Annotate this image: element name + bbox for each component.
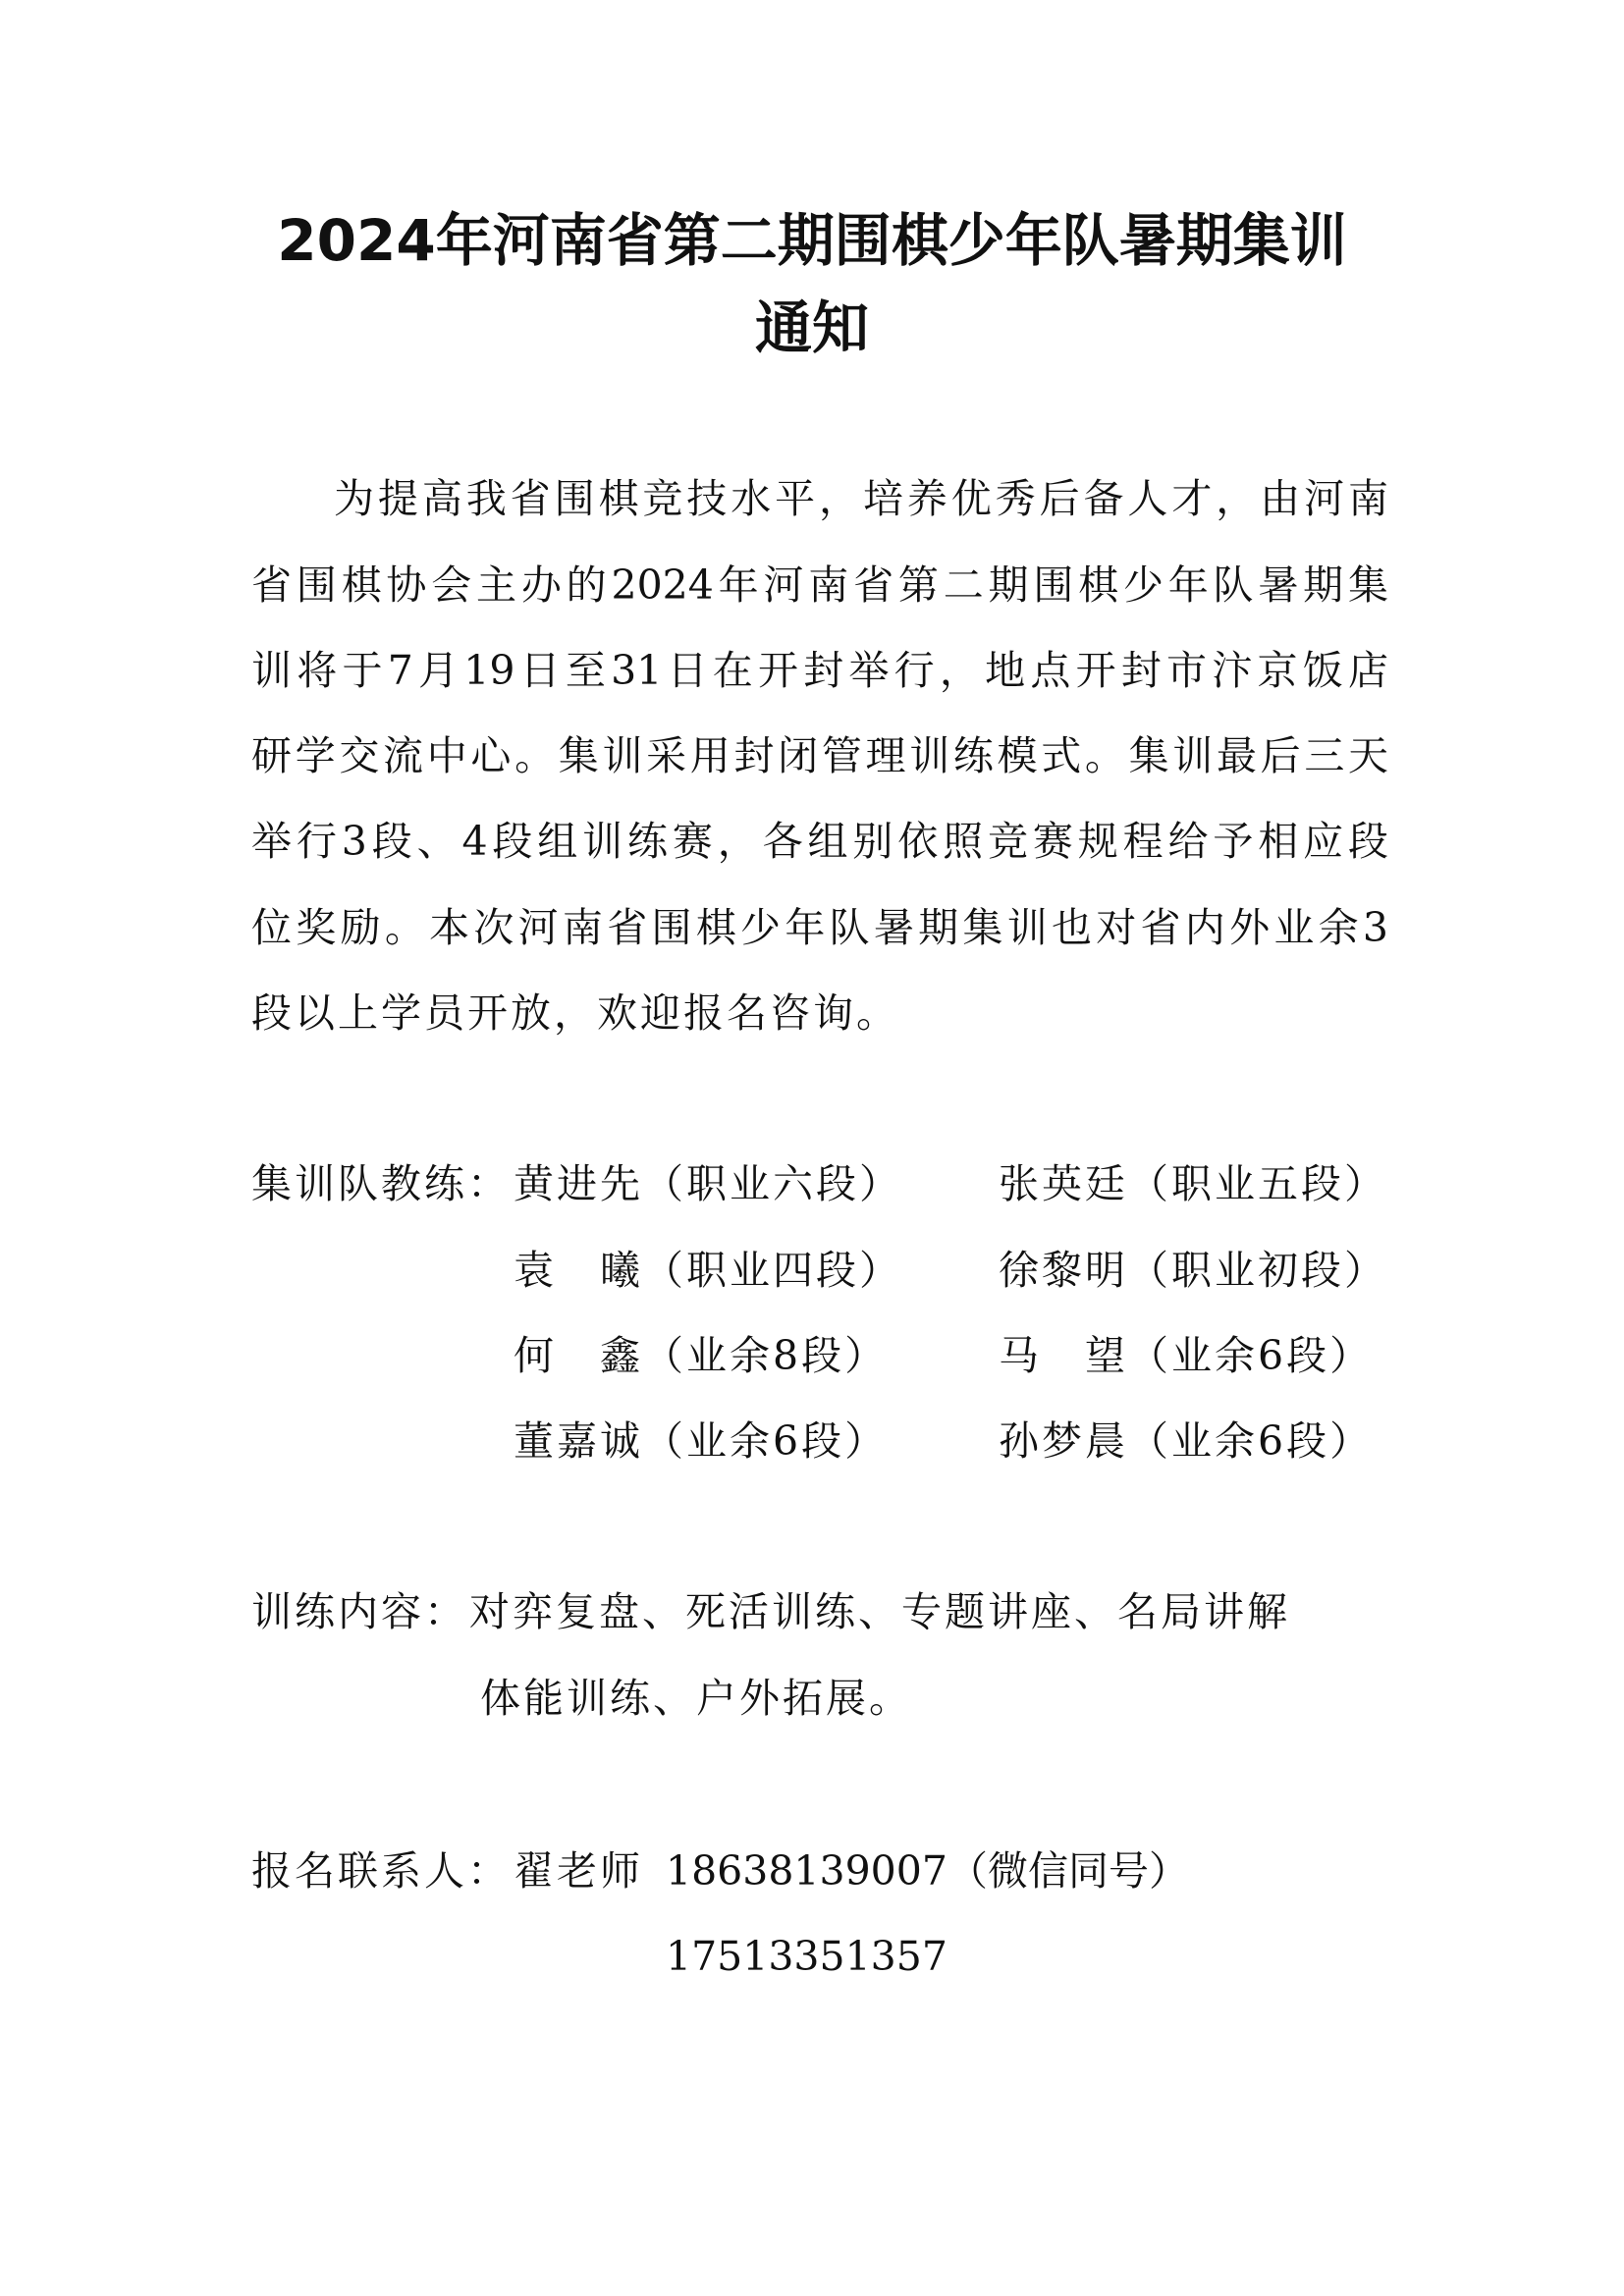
coaches-label: 集训队教练： [251, 1160, 511, 1207]
contact-phone: 17513351357 [666, 1933, 947, 1980]
intro-line: 位奖励。本次河南省围棋少年队暑期集训也对省内外业余3 [251, 904, 1388, 951]
training-label: 训练内容： [251, 1588, 467, 1635]
coach-entry: 张英廷（职业五段） [999, 1160, 1387, 1207]
training-content: 体能训练、户外拓展。 [480, 1675, 912, 1722]
coach-entry: 徐黎明（职业初段） [999, 1247, 1387, 1294]
training-content: 对弈复盘、死活训练、专题讲座、名局讲解 [469, 1588, 1290, 1635]
document-title-line1: 2024年河南省第二期围棋少年队暑期集训 [277, 207, 1347, 274]
coach-entry: 董嘉诚（业余6段） [514, 1417, 889, 1465]
contact-label: 报名联系人： [251, 1847, 511, 1895]
contact-name: 翟老师 [514, 1847, 643, 1895]
intro-line: 举行3段、4段组训练赛，各组别依照竞赛规程给予相应段 [251, 818, 1388, 865]
coach-entry: 孙梦晨（业余6段） [999, 1417, 1374, 1465]
intro-line: 研学交流中心。集训采用封闭管理训练模式。集训最后三天 [251, 732, 1388, 779]
intro-line: 为提高我省围棋竞技水平，培养优秀后备人才，由河南 [334, 475, 1388, 522]
document-title-line2: 通知 [754, 294, 869, 361]
coach-entry: 何 鑫（业余8段） [514, 1332, 889, 1379]
intro-line: 训将于7月19日至31日在开封举行，地点开封市汴京饭店 [251, 647, 1388, 694]
coach-entry: 袁 曦（职业四段） [514, 1247, 902, 1294]
intro-line: 省围棋协会主办的2024年河南省第二期围棋少年队暑期集 [251, 561, 1388, 609]
coach-entry: 马 望（业余6段） [999, 1332, 1374, 1379]
coach-entry: 黄进先（职业六段） [514, 1160, 902, 1207]
contact-phone: 18638139007（微信同号） [666, 1847, 1189, 1895]
intro-line: 段以上学员开放，欢迎报名咨询。 [251, 989, 899, 1037]
